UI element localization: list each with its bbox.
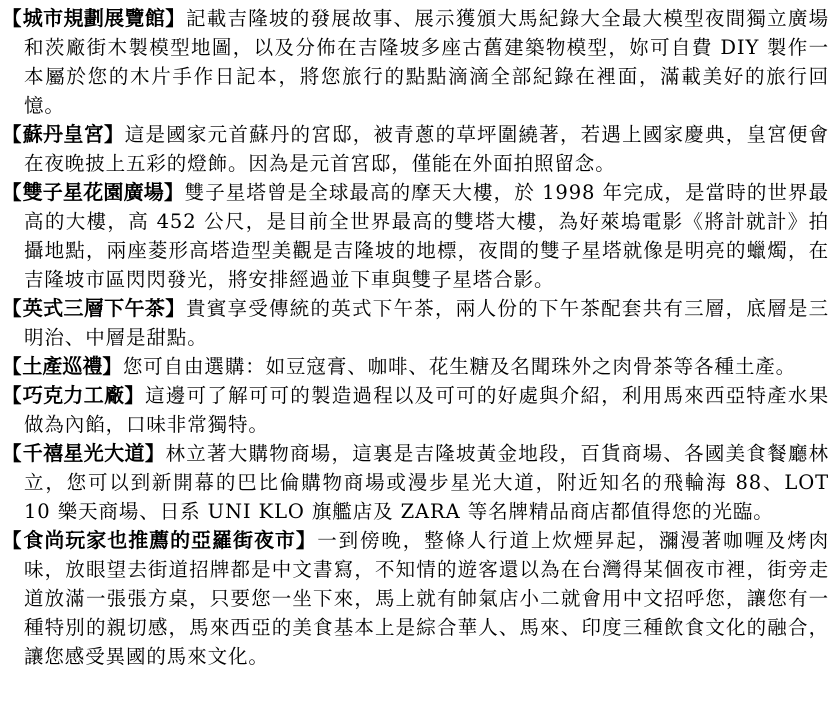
close-bracket: 】: [164, 181, 185, 204]
entry-title: 食尚玩家也推薦的亞羅街夜市: [23, 528, 296, 552]
entry-description: 記載吉隆坡的發展故事、展示獲頒大馬紀錄大全最大模型夜間獨立廣場和茨廠街木製模型地圖，以及分佈在吉隆坡多座古舊建築物模型，妳可自費 DIY 製作一本屬於您的木片手作日記本，將您旅行的點點滴滴全部紀錄在裡面，滿載美好的旅行回憶。: [24, 7, 830, 117]
entry-description: 這邊可了解可可的製造過程以及可可的好處與介紹，利用馬來西亞特產水果做為內餡，口味非常獨特。: [24, 384, 829, 436]
entry-night-market: [2, 526, 829, 671]
entry-chocolate-factory: [2, 381, 829, 439]
close-bracket: 】: [104, 123, 125, 146]
open-bracket: 【: [2, 442, 23, 465]
entry-title: 雙子星花園廣場: [22, 180, 165, 204]
entry-title: 城市規劃展覽館: [22, 6, 166, 30]
open-bracket: 【: [2, 123, 23, 146]
entry-starhill: [2, 439, 829, 526]
entry-description: 雙子星塔曾是全球最高的摩天大樓，於 1998 年完成，是當時的世界最高的大樓，高 452 公尺，是目前全世界最高的雙塔大樓，為好萊塢電影《將計就計》拍攝地點，兩座菱形高塔造型美觀是吉隆坡的地標，夜間的雙子星塔就像是明亮的蠟燭，在吉隆坡市區閃閃發光，將安排經過並下車與雙子星塔合影。: [24, 181, 830, 291]
close-bracket: 】: [295, 529, 318, 552]
open-bracket: 【: [2, 529, 24, 552]
entry-local-products: [2, 352, 829, 381]
entry-twin-towers: [2, 178, 829, 294]
entry-description: 這是國家元首蘇丹的宮邸，被青蔥的草坪圍繞著，若遇上國家慶典，皇宮便會在夜晚披上五彩的燈飾。因為是元首宮邸，僅能在外面拍照留念。: [24, 123, 830, 175]
open-bracket: 【: [2, 297, 23, 320]
close-bracket: 】: [102, 355, 123, 378]
entry-title: 土產巡禮: [22, 354, 103, 378]
entry-description: 一到傍晚，整條人行道上炊煙昇起，瀰漫著咖喱及烤肉味，放眼望去街道招牌都是中文書寫，不知情的遊客還以為在台灣得某個夜市裡，街旁走道放滿一張張方桌，只要您一坐下來，馬上就有帥氣店小二就會用中文招呼您，讓您有一種特別的親切感，馬來西亞的美食基本上是綜合華人、馬來、印度三種飲食文化的融合，讓您感受異國的馬來文化。: [24, 529, 830, 668]
entry-title: 巧克力工廠: [22, 383, 125, 407]
open-bracket: 【: [2, 355, 23, 378]
close-bracket: 】: [144, 442, 166, 465]
entry-description: 林立著大購物商場，這裏是吉隆坡黃金地段，百貨商場、各國美食餐廳林立，您可以到新開幕的巴比倫購物商場或漫步星光大道，附近知名的飛輪海 88、LOT 10 樂天商場、日系 UNI KLO 旗艦店及 ZARA 等名牌精品商店都值得您的光臨。: [24, 442, 829, 523]
entry-title: 英式三層下午茶: [22, 296, 166, 320]
open-bracket: 【: [2, 384, 23, 407]
entry-sultan-palace: [2, 120, 829, 178]
entry-description: 您可自由選購：如豆寇膏、咖啡、花生糖及名聞珠外之肉骨茶等各種土產。: [122, 355, 797, 378]
close-bracket: 】: [165, 297, 187, 320]
entry-description: 貴賓享受傳統的英式下午茶，兩人份的下午茶配套共有三層，底層是三明治、中層是甜點。: [24, 297, 830, 349]
open-bracket: 【: [2, 7, 23, 30]
open-bracket: 【: [2, 181, 23, 204]
close-bracket: 】: [165, 7, 187, 30]
entry-afternoon-tea: [2, 294, 829, 352]
entry-title: 千禧星光大道: [22, 441, 145, 465]
close-bracket: 】: [124, 384, 146, 407]
entry-title: 蘇丹皇宮: [22, 122, 105, 146]
entry-city-gallery: [2, 4, 829, 120]
